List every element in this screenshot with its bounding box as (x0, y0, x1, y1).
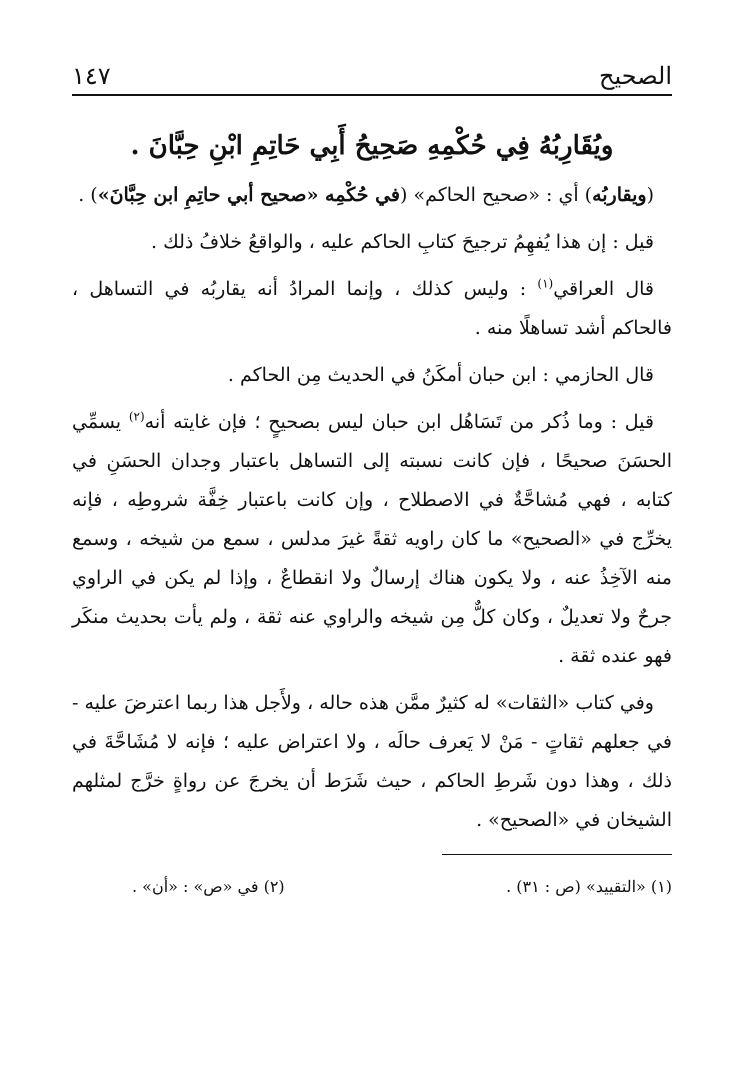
running-title: الصحيح (598, 62, 672, 90)
page-header (72, 52, 672, 96)
paragraph-4: قال الحازمي : ابن حبان أمكَنُ في الحديث مِن الحاكم . (227, 364, 654, 386)
page (72, 52, 672, 896)
page-number: ١٤٧ (72, 62, 111, 90)
paragraph-3: قال العراقي$^{(١)}$ : وليس كذلك ، وإنما المرادُ أنه يقاربُه في التساهل ، فالحاكم أشد تساهلًا منه . (72, 276, 672, 339)
footnote-divider (442, 854, 672, 855)
footnotes (72, 877, 672, 896)
paragraph-6: وفي كتاب «الثقات» له كثيرٌ ممَّن هذه حاله ، ولأَجل هذا ربما اعترضَ عليه - في جعلهم ثقاتٍ - مَنْ لا يَعرف حالَه ، ولا اعتراض عليه ؛ فإنه لا مُشَاحَّةَ في ذلك ، وهذا دون شَرطِ الحاكم ، حيث شَرَط أن يخرجَ عن رواةٍ خرَّج لمثلهم الشيخان في «الصحيح» . (72, 692, 672, 831)
paragraph-1: (ويقاربُه) أي : «صحيح الحاكم» (في حُكْمِه «صحيح أبي حاتِمِ ابن حِبَّانَ») . (78, 184, 654, 206)
commentary (72, 176, 672, 840)
footnote-2: (٢) في «ص» : «أن» . (132, 877, 285, 896)
paragraph-5: قيل : وما ذُكر من تَسَاهُل ابن حبان ليس بصحيحٍ ؛ فإن غايته أنه$^{(٢)}$ يسمِّي الحسَنَ صحيحًا ، فإن كانت نسبته إلى التساهل باعتبار وجدان الحسَنِ في كتابه ، فهي مُشاحَّةٌ في الاصطلاح ، وإن كانت باعتبار خِفَّة شروطِه ، فإنه يخرِّج في «الصحيح» ما كان راويه ثقةً غيرَ مدلس ، سمع من شيخه ، وسمع منه الآخِذُ عنه ، ولا يكون هناك إرسالٌ ولا انقطاعٌ ، وإذا لم يكن في الراوي جرحٌ ولا تعديلٌ ، وكان كلٌّ مِن شيخه والراوي عنه ثقة ، ولم يأت بحديث منكَر فهو عنده ثقة . (72, 409, 672, 667)
footnote-1: (١) «التقييد» (ص : ٣١) . (506, 877, 672, 896)
paragraph-2: قيل : إن هذا يُفهِمُ ترجيحَ كتابِ الحاكم عليه ، والواقعُ خلافُ ذلك . (151, 231, 654, 253)
footnote-ref-1: (١) (537, 276, 554, 291)
footnote-ref-2: (٢) (128, 409, 145, 424)
matn-text: ويُقَارِبُهُ فِي حُكْمِهِ صَحِيحُ أَبِي حَاتِمِ ابْنِ حِبَّانَ . (130, 131, 614, 161)
